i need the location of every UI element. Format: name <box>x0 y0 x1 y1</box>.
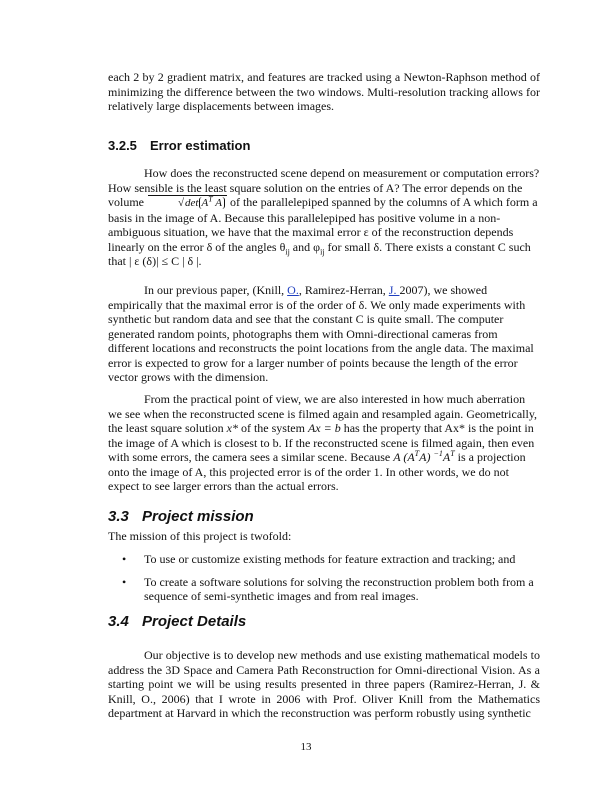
list-item <box>108 552 540 567</box>
text-run: How does the reconstructed scene depend on measurement or computation errors? How sensible is the least square solution on the entries of A? The error depends on the volume <box>108 166 540 209</box>
formula-part: A <box>442 450 451 464</box>
formula-det: det <box>185 197 199 209</box>
section-title: Error estimation <box>150 138 251 153</box>
section-number: 3.2.5 <box>108 138 137 153</box>
math-equation: Ax = b <box>307 421 341 435</box>
error-estimation-paragraph-1 <box>108 166 540 269</box>
formula-part: A) <box>419 450 434 464</box>
list-item-text: To create a software solutions for solving the reconstruction problem both from a sequence of semi-synthetic images and from real images. <box>144 574 534 603</box>
formula-paren <box>199 194 225 209</box>
error-estimation-paragraph-2 <box>108 283 540 385</box>
subscript-ij: ij <box>285 246 290 256</box>
formula-sup: T <box>414 449 420 458</box>
project-details-paragraph: Our objective is to develop new methods and use existing mathematical models to address the 3D Space and Camera Path Reconstruction for Omni-directional Vision. As a starting point we will be using results presented in three papers (Ramirez-Herran, J. & Knill, O., 2006) that I wrote in 2006 with Prof. Oliver Knill from the Mathematics department at Harvard in which the reconstruction was perform robustly using synthetic <box>108 648 540 720</box>
bullet-icon: • <box>122 552 127 566</box>
text-run: of the parallelepiped spanned by the columns of A which form a basis in the image of A. Because this parallelepiped has positive volume in a non-ambiguous situation, we have that the maximal error ε of the reconstruction depends linearly on the error δ of the angles θ <box>108 195 538 254</box>
formula-sup: T <box>450 449 455 458</box>
sqrt-det-formula <box>148 195 227 211</box>
math-x-star: x* <box>226 421 238 435</box>
section-number: 3.3 <box>108 508 129 525</box>
projection-formula <box>393 450 454 464</box>
text-run: has the property that Ax* is the point in the image of A which is closest to b. If the reconstructed scene is filmed again, then even with some errors, the camera sees a similar scene. Because <box>108 421 535 464</box>
text-run: From the practical point of view, we are also interested in how much aberration we see when the reconstructed scene is filmed again and resampled again. Geometrically, the least square solution <box>108 392 538 435</box>
text-run: , Ramirez-Herran, <box>298 283 389 297</box>
text-run: In our previous paper, (Knill, <box>144 283 288 297</box>
mission-list <box>108 552 540 612</box>
intro-paragraph: each 2 by 2 gradient matrix, and features are tracked using a Newton-Raphson method of minimizing the difference between the two windows. Multi-resolution tracking allows for relatively large displacements between images. <box>108 70 540 113</box>
citation-link-ramirez[interactable]: J. <box>388 283 400 297</box>
error-estimation-paragraph-3 <box>108 392 540 494</box>
section-heading-3-2-5 <box>108 138 250 153</box>
text-run: and φ <box>289 239 321 254</box>
mission-lead: The mission of this project is twofold: <box>108 529 292 543</box>
formula-sup-T: T <box>208 194 213 204</box>
section-number: 3.4 <box>108 613 129 630</box>
formula-sup: −1 <box>433 449 443 458</box>
text-run: of the system <box>237 421 308 435</box>
list-item <box>108 575 540 604</box>
subscript-ij: ij <box>320 246 325 256</box>
formula-part: A (A <box>393 450 415 464</box>
citation-link-knill[interactable]: O. <box>287 283 299 297</box>
section-title: Project mission <box>142 508 254 525</box>
text-run: 2007), we showed empirically that the maximal error is of the order of δ. We only made experiments with synthetic but random data and see that the constant C is quite small. The computer generated random points, photographs them with Omni-directional cameras from different locations and reconstructs the point locations from the angle data. The maximal error is expected to grow for a larger number of points because the length of the error vector grows with the dimension. <box>108 283 534 384</box>
section-heading-3-3 <box>108 508 254 525</box>
bullet-icon: • <box>122 574 127 589</box>
section-heading-3-4 <box>108 613 246 630</box>
formula-A2: A <box>212 197 222 209</box>
page-number: 13 <box>300 741 312 753</box>
text-run: for small δ. There exists a constant C such that | ε (δ)| ≤ C | δ |. <box>108 239 531 268</box>
list-item-text: To use or customize existing methods for feature extraction and tracking; and <box>144 552 516 566</box>
text-run: is a projection onto the image of A, this projected error is of the order 1. In other words, we do not expect to see larger errors than the actual errors. <box>108 450 526 493</box>
section-title: Project Details <box>142 613 247 630</box>
formula-A: A <box>201 197 209 209</box>
